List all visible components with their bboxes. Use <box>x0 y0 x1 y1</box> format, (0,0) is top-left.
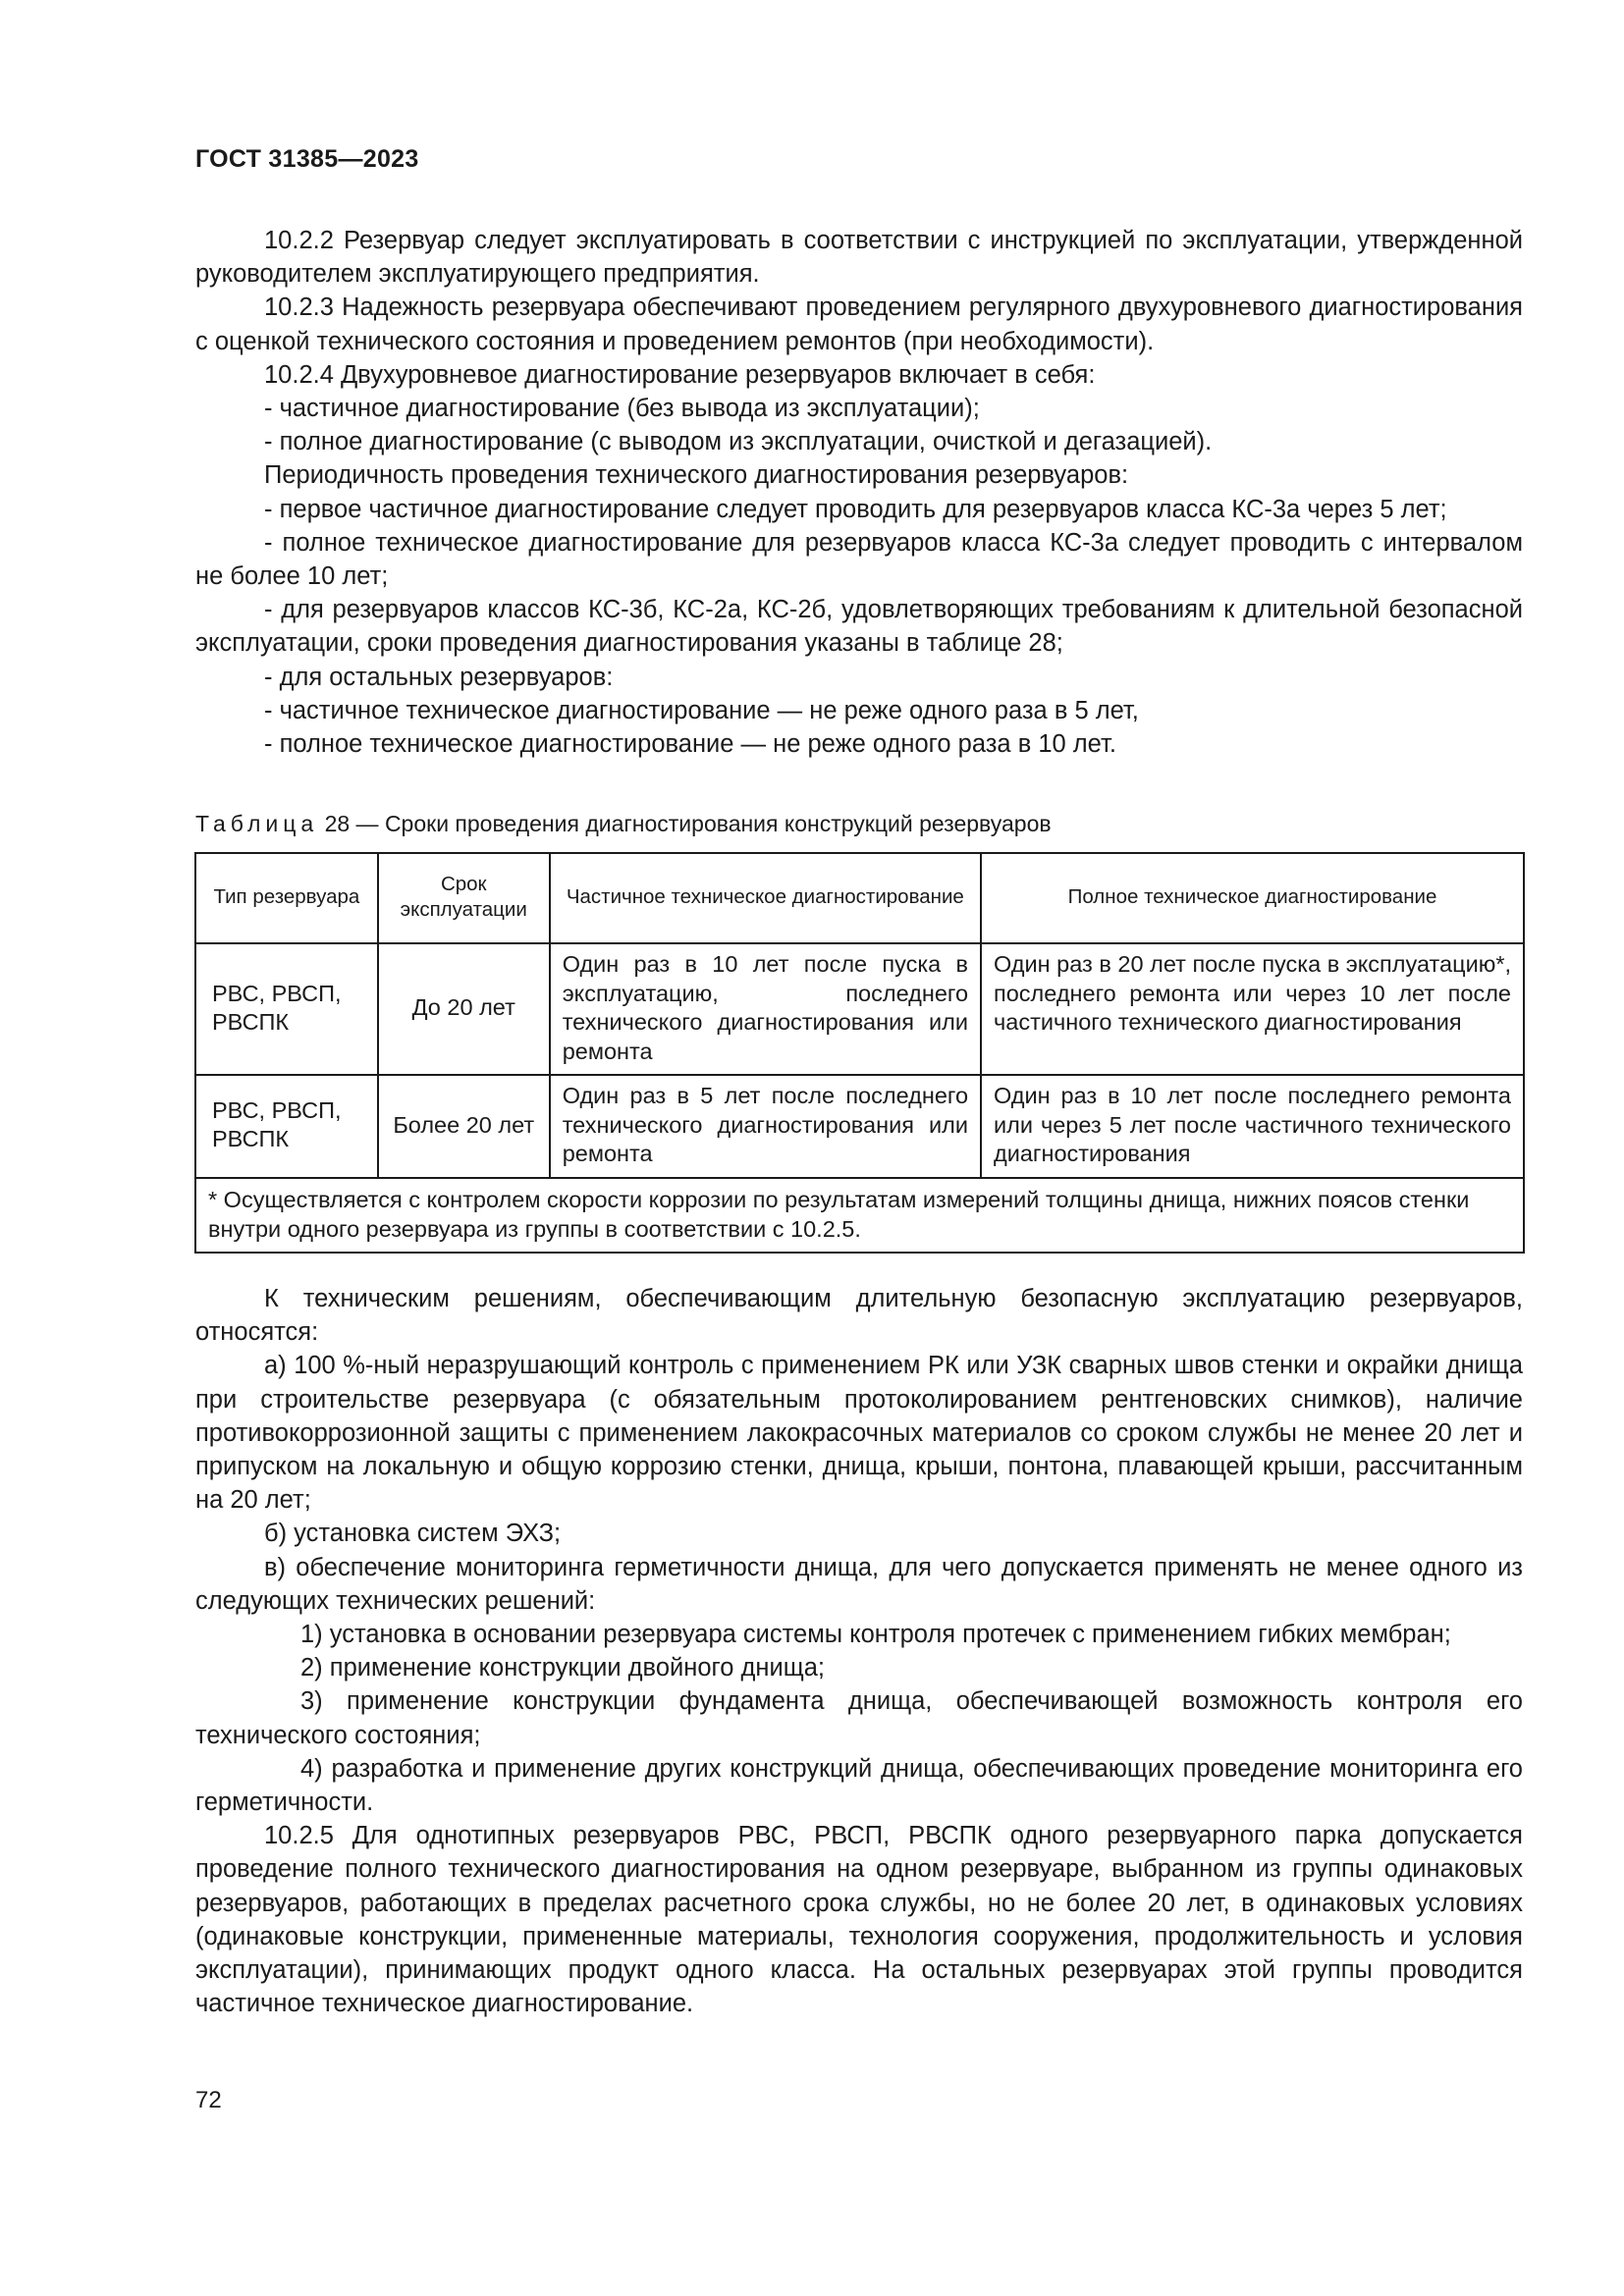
list-item: - для остальных резервуаров: <box>264 663 614 691</box>
periodicity-heading: Периодичность проведения технического диагностирования резервуаров: <box>264 461 1129 490</box>
table-header-cell: Срок эксплуатации <box>378 853 550 943</box>
table-cell: Один раз в 10 лет после последнего ремонта или через 5 лет после частичного технического диагностирования <box>981 1075 1524 1178</box>
body-top <box>195 224 1523 761</box>
list-item: - полное техническое диагностирование для резервуаров класса КС-3а следует проводить с интервалом не более 10 лет; <box>195 528 1523 591</box>
table-cell: РВС, РВСП, РВСПК <box>195 1075 378 1178</box>
table-header-row <box>195 853 1524 943</box>
paragraph-10-2-2: 10.2.2 Резервуар следует эксплуатировать в соответствии с инструкцией по эксплуатации, утвержденной руководителем эксплуатирующего предприятия. <box>195 227 1523 289</box>
page-number: 72 <box>195 2087 222 2113</box>
sub-item-4: 4) разработка и применение других конструкций днища, обеспечивающих проведение мониторинга его герметичности. <box>195 1754 1523 1817</box>
diagnostics-table <box>194 852 1525 1254</box>
paragraph-solutions-intro: К техническим решениям, обеспечивающим длительную безопасную эксплуатацию резервуаров, относятся: <box>195 1285 1523 1347</box>
sub-item-2: 2) применение конструкции двойного днища; <box>300 1654 825 1682</box>
list-item: - полное диагностирование (с выводом из эксплуатации, очисткой и дегазацией). <box>264 428 1213 456</box>
list-item: - полное техническое диагностирование — не реже одного раза в 10 лет. <box>264 730 1116 759</box>
paragraph-10-2-4: 10.2.4 Двухуровневое диагностирование резервуаров включает в себя: <box>264 360 1096 389</box>
table-footnote-row <box>195 1178 1524 1253</box>
list-item-v: в) обеспечение мониторинга герметичности днища, для чего допускается применять не менее одного из следующих технических решений: <box>195 1553 1523 1615</box>
sub-item-1: 1) установка в основании резервуара системы контроля протечек с применением гибких мембран; <box>300 1621 1451 1649</box>
table-cell: Один раз в 5 лет после последнего технического диагностирования или ремонта <box>550 1075 981 1178</box>
list-item-b: б) установка систем ЭХЗ; <box>264 1520 562 1548</box>
table-header-cell: Тип резервуара <box>195 853 378 943</box>
list-item: - частичное диагностирование (без вывода из эксплуатации); <box>264 395 980 423</box>
list-item: - первое частичное диагностирование следует проводить для резервуаров класса КС-3а через 5 лет; <box>264 495 1447 523</box>
table-caption-text: 28 — Сроки проведения диагностирования конструкций резервуаров <box>324 811 1052 836</box>
paragraph-10-2-3: 10.2.3 Надежность резервуара обеспечивают проведением регулярного двухуровневого диагностирования с оценкой технического состояния и проведением ремонтов (при необходимости). <box>195 294 1523 355</box>
document-header: ГОСТ 31385—2023 <box>195 145 419 173</box>
table-cell: РВС, РВСП, РВСПК <box>195 943 378 1075</box>
table-cell: Более 20 лет <box>378 1075 550 1178</box>
table-cell: Один раз в 20 лет после пуска в эксплуатацию*, последнего ремонта или через 10 лет после частичного технического диагностирования <box>981 943 1524 1075</box>
table-caption-word: Таблица <box>195 811 319 836</box>
table-caption <box>195 811 1052 837</box>
table-footnote: * Осуществляется с контролем скорости коррозии по результатам измерений толщины днища, нижних поясов стенки внутри одного резервуара из группы в соответствии с 10.2.5. <box>195 1178 1524 1253</box>
list-item-a: а) 100 %-ный неразрушающий контроль с применением РК или УЗК сварных швов стенки и окрайки днища при строительстве резервуара (с обязательным протоколированием рентгеновских снимков), наличие противокоррозионной защиты с применением лакокрасочных материалов со сроком службы не менее 20 лет и припуском на локальную и общую коррозию стенки, днища, крыши, понтона, плавающей крыши, рассчитанным на 20 лет; <box>195 1352 1523 1515</box>
paragraph-10-2-5: 10.2.5 Для однотипных резервуаров РВС, РВСП, РВСПК одного резервуарного парка допускается проведение полного технического диагностирования на одном резервуаре, выбранном из группы одинаковых резервуаров, работающих в пределах расчетного срока службы, но не более 20 лет, в одинаковых условиях (одинаковые конструкции, примененные материалы, технология сооружения, продолжительность и условия эксплуатации), принимающих продукт одного класса. На остальных резервуарах этой группы проводится частичное техническое диагностирование. <box>195 1822 1523 2018</box>
body-bottom <box>195 1282 1523 2020</box>
table-row <box>195 1075 1524 1178</box>
table-cell: Один раз в 10 лет после пуска в эксплуатацию, последнего технического диагностирования или ремонта <box>550 943 981 1075</box>
sub-item-3: 3) применение конструкции фундамента днища, обеспечивающей возможность контроля его технического состояния; <box>195 1687 1523 1749</box>
list-item: - частичное техническое диагностирование — не реже одного раза в 5 лет, <box>264 696 1139 724</box>
table-header-cell: Полное техническое диагностирование <box>981 853 1524 943</box>
list-item: - для резервуаров классов КС-3б, КС-2а, КС-2б, удовлетворяющих требованиям к длительной безопасной эксплуатации, сроки проведения диагностирования указаны в таблице 28; <box>195 596 1523 658</box>
table-header-cell: Частичное техническое диагностирование <box>550 853 981 943</box>
table-row <box>195 943 1524 1075</box>
table-cell: До 20 лет <box>378 943 550 1075</box>
